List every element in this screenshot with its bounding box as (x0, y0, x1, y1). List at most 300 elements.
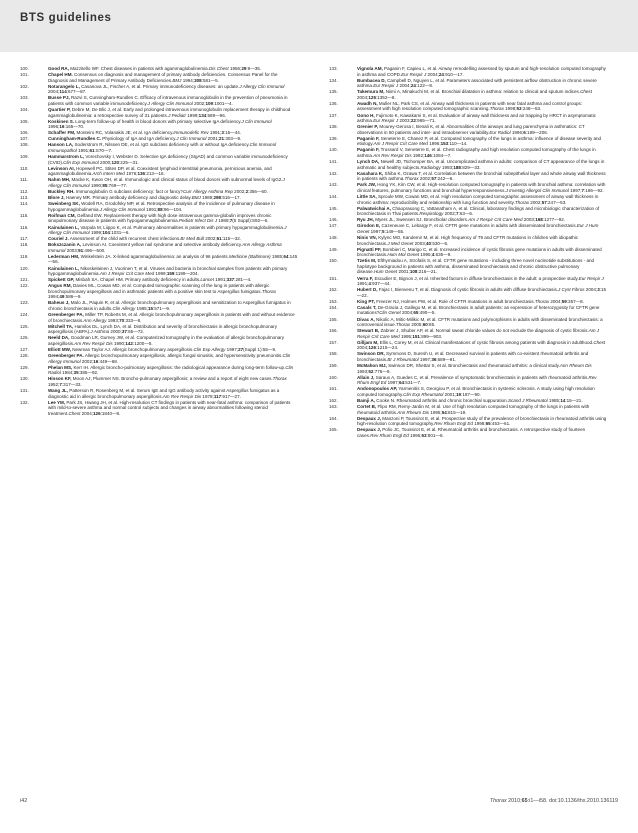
reference-pages: :85. (427, 322, 436, 328)
reference-journal: Thorax (489, 106, 504, 112)
reference-first-author: Notarangelo L, (48, 83, 80, 89)
reference-journal: BMJ (191, 195, 201, 201)
reference-item (329, 66, 607, 77)
reference-volume: 19 (456, 391, 462, 397)
reference-volume: 85 (102, 182, 108, 188)
reference-item (329, 217, 607, 223)
reference-journal: J Investig Allergol Clin Immunol (505, 187, 569, 193)
reference-text: Fujimoto K, Kawakami S, et al. Evaluation of airway wall thickness and air trapping by HRCT in asymptomatic asthma. (357, 112, 596, 124)
reference-number: 161. (329, 386, 338, 392)
reference-year: 1995; (399, 333, 413, 339)
reference-number: 163. (329, 404, 338, 410)
reference-text: Flipo RM, Remy-Jardin M, et al. Use of high resolution computed tomography of the lungs in patients with rheumatoid arthritis. (357, 404, 590, 415)
reference-item (329, 287, 607, 298)
reference-first-author: Paganin F, (357, 135, 380, 141)
reference-first-author: Blore J, (48, 195, 65, 201)
reference-year: 1996; (510, 129, 524, 135)
reference-pages: :333—8. (124, 317, 142, 323)
reference-number: 128. (20, 353, 29, 359)
reference-journal: Pediatr Infect Dis J (178, 218, 218, 224)
reference-first-author: Gono H, (357, 112, 375, 118)
reference-item (20, 400, 298, 417)
reference-year: 1995; (429, 409, 442, 415)
reference-year: 1999; (89, 230, 103, 236)
reference-number: 106. (20, 130, 29, 136)
reference-year: 1993; (357, 368, 369, 374)
reference-pages: :187—90. (461, 391, 481, 397)
reference-year: 1998; (472, 421, 486, 427)
reference-text: Hamilos DL, Lynch DA, et al. Distribution and severity of bronchiectasis in allergic bronchopulmonary aspergillosis (ABPA). (48, 323, 277, 335)
reference-text: Escudier E, Bignon J, et al. Inherited factors in diffuse bronchiectasis in the adult: a prospective study. (373, 275, 579, 281)
reference-first-author: Bokszczanin A, (48, 242, 82, 248)
reference-number: 137. (329, 112, 338, 118)
reference-number: 159. (329, 363, 338, 369)
reference-first-author: Baheus J, (48, 300, 70, 306)
reference-text: Ellis L, Corey M, et al. Clinical manifestations of cystic fibrosis among patients with diagnosis in adulthood. (378, 339, 594, 345)
reference-year: 1989; (200, 195, 214, 201)
reference-first-author: Hammarstrom L, (48, 154, 85, 160)
reference-number: 153. (329, 298, 338, 304)
reference-first-author: Lederman HM, (48, 253, 80, 259)
reference-item (329, 101, 607, 112)
reference-text: Kerr IH. Allergic broncho-pulmonary aspergillosis: the radiological appearance during long-term follow-up. (72, 364, 286, 370)
reference-journal: Eur J Hum Genet (357, 223, 599, 234)
reference-text: Symmons D, Suresh U, et al. Decreased survival in patients with co-existent rheumatoid arthritis and bronchiectasis. (357, 351, 589, 363)
footer-journal: Thorax (489, 798, 507, 804)
reference-first-author: Wang JL, (48, 388, 69, 394)
reference-text: Sproule MW, Cowan MD, et al. High resolution computed tomographic assessment of airway wall thickness in chronic asthma: reproducibility and relationship with lung function and severity. (357, 194, 599, 205)
reference-number: 164. (329, 415, 338, 421)
reference-year: 2001; (397, 269, 410, 275)
reference-year: 2004; (549, 298, 562, 304)
reference-text: Debre M, De Blic J, et al. Early and prolonged intravenous immunoglobulin replacement therapy in childhood agammaglobulinemia: a retrospective survey of 31 patients. (48, 107, 291, 118)
reference-journal: Eur Respir J (401, 71, 427, 77)
reference-number: 133. (329, 66, 338, 71)
reference-text: Macke K, Kwon OH, et al. Immunologic and clinical status of blood donors with subnormal levels of IgG2. (70, 177, 283, 183)
reference-text: Niimi A, Minakuchi M, et al. Bronchial dilatation in asthma: relation to clinical and sputum indices. (384, 89, 581, 95)
reference-first-author: Park JW, (357, 182, 376, 188)
reference-number: 141. (329, 159, 338, 165)
reference-pages: :516—17. (221, 195, 241, 201)
reference-text: Winkelstein JA. X-linked agammaglobulinemia: an analysis of 96 patients. (79, 253, 229, 259)
reference-volume: 64 (398, 380, 405, 386)
reference-number: 110. (20, 165, 29, 171)
reference-text: Seneterre E, Chanez P, et al. Computed tomography of the lungs in asthma: influence of disease severity and etiology. (357, 135, 602, 147)
reference-journal: Am J Respir Crit Care Med (357, 328, 600, 339)
reference-text: Paganin F, Capieu L, et al. Airway remodelling assessed by sputum and high-resolution computed tomography in asthma and COPD. (357, 66, 606, 77)
reference-volume: 36 (431, 357, 437, 363)
reference-journal: Medicine (Baltimore) (228, 253, 271, 259)
reference-volume: 15 (147, 306, 153, 311)
reference-volume: 168 (535, 217, 543, 223)
reference-text: Hopewell PC, Stites DP, et al. Coexistent lymphoid interstitial pneumonia, pernicious anemia, and agammaglobulinemia. (48, 165, 272, 177)
reference-number: 122. (20, 283, 29, 289)
reference-number: 138. (329, 124, 338, 130)
reference-year: 1991; (208, 130, 222, 136)
reference-volume: 3 (597, 287, 600, 293)
reference-first-author: Gilljam M, (357, 339, 379, 345)
reference-text: Polio JC, Toussirot E, et al. Rheumatoid arthritis and bronchiectasis. A retrospective study of fourteen cases. (357, 427, 586, 438)
reference-volume: 109 (205, 100, 214, 106)
reference-item (20, 254, 298, 265)
reference-number: 113. (20, 195, 29, 201)
reference-volume: 142 (125, 340, 133, 346)
reference-journal: Lancet (200, 277, 214, 283)
reference-journal: Eur Respir J (578, 275, 604, 281)
reference-number: 118. (20, 242, 29, 248)
reference-first-author: Nahm MH, (48, 177, 71, 183)
reference-number: 127. (20, 347, 29, 353)
reference-year: 1991; (357, 281, 369, 287)
reference-text: Gelfand EW. Replacement therapy with high dose intravenous gamma-globulin improves chronic sinopulmonary disease in patients with hypogammaglobulinemia. (48, 212, 272, 224)
reference-first-author: Takemura M, (357, 89, 385, 95)
reference-pages: :1031—6. (109, 230, 130, 236)
reference-first-author: Elliott MW, (48, 347, 71, 353)
reference-pages: :165—70. (64, 124, 85, 130)
reference-text: Mazzitello WF. Chest diseases in patients with agammaglobulinemia. (68, 66, 209, 71)
reference-journal: Thorax (404, 176, 419, 182)
reference-number: 155. (329, 316, 338, 322)
reference-item (329, 404, 607, 415)
reference-year: 1999; (186, 112, 199, 118)
reference-item (20, 195, 298, 201)
section-title: BTS guidelines (20, 12, 112, 24)
reference-volume: 298 (213, 195, 222, 201)
reference-journal: J Allergy Clin Immunol (147, 100, 193, 106)
reference-volume: 54 (441, 409, 447, 415)
reference-pages: :145—56. (48, 253, 298, 265)
reference-number: 150. (329, 258, 338, 264)
reference-journal: Clin Immunol Immunopathol (48, 142, 277, 154)
reference-item (20, 312, 298, 323)
reference-pages: :357—8. (566, 298, 584, 304)
reference-number: 119. (20, 253, 29, 259)
reference-volume: 126 (93, 410, 101, 416)
reference-first-author: Palwatwichai A, (357, 205, 391, 211)
reference-first-author: Stewart B, (357, 328, 380, 334)
reference-first-author: Kainulainen L, (48, 265, 80, 271)
reference-volume: 57 (431, 176, 437, 182)
reference-journal: Respirology (419, 211, 444, 217)
reference-number: 115. (20, 212, 29, 218)
reference-text: Vorechovsky I, Webster D. Selective IgA deficiency (SIgAD) and common variable immunodeficiency (CVID). (48, 154, 288, 165)
reference-journal: Eur Radiol (489, 129, 511, 135)
reference-volume: 22 (410, 118, 416, 124)
reference-first-author: Cortet B, (357, 404, 377, 410)
reference-pages: (5 Suppl):S92—6. (232, 218, 269, 224)
reference-text: Swinson DR, Shettar S, et al. Bronchiectasis and rheumatoid arthritis: a clinical study. (386, 363, 560, 369)
reference-first-author: Mitchell TA, (48, 323, 74, 329)
reference-journal: Immunodefic Rev (173, 130, 209, 136)
reference-journal: Chest (593, 339, 606, 345)
reference-pages: :571—9. (153, 306, 171, 311)
reference-year: 2002; (529, 199, 542, 205)
reference-item (20, 177, 298, 188)
reference-pages: :S70—7. (94, 148, 113, 154)
reference-pages: :1001—4. (213, 100, 233, 106)
reference-pages: :531—7. (404, 380, 422, 386)
reference-year: 2004; (426, 71, 439, 77)
reference-journal: Am Rev Respir Dis (373, 153, 412, 159)
reference-year: 2003; (398, 118, 411, 124)
reference-text: Kylync MO, Kandemir M, et al. High frequency of T9 and CFTR mutations in children with idiopathic bronchiectasis. (357, 235, 579, 246)
reference-text: Malo JL, Paquin R, et al. Allergic bronchopulmonary aspergillosis and sensitization to Aspergillus fumigatus in chronic bronchiectasis in adults. (48, 300, 291, 311)
reference-volume: 27 (238, 347, 244, 353)
reference-number: 148. (329, 235, 338, 241)
reference-item (329, 113, 607, 124)
reference-item (20, 107, 298, 118)
reference-year: 1985; (135, 306, 148, 311)
reference-pages: :281—4. (234, 277, 252, 283)
reference-journal: Rev Rhum Engl Ed (357, 374, 597, 386)
reference-volume: 146 (424, 153, 432, 159)
reference-first-author: Good RA, (48, 66, 69, 71)
reference-year: 1992; (411, 153, 425, 159)
reference-year: 1984; (60, 370, 74, 376)
reference-number: 123. (20, 300, 29, 306)
reference-text: Fajac I, Bienvenu T, et al. Diagnosis of cystic fibrosis in adults with diffuse bronchiectasis. (377, 287, 558, 293)
reference-volume: 134 (198, 112, 207, 118)
reference-text: Freezer NJ, Holmes PW, et al. Role of CFTR mutations in adult bronchiectasis. (374, 298, 535, 304)
reference-volume: 29 (241, 66, 247, 71)
reference-journal: J Allergy Clin Immunol (99, 206, 145, 212)
reference-first-author: Little SA, (357, 194, 377, 200)
reference-pages: :496—500. (83, 247, 106, 253)
reference-item (329, 351, 607, 362)
reference-year: 2005; (410, 322, 423, 328)
reference-number: 107. (20, 136, 29, 142)
reference-volume: 49 (59, 294, 65, 300)
reference-first-author: Buckley RH. (48, 189, 75, 195)
reference-journal: Rev Rhum Engl Ed (434, 421, 473, 427)
reference-item (329, 416, 607, 427)
reference-item (20, 335, 298, 346)
reference-number: 116. (20, 224, 29, 230)
reference-journal: Ann Rheum Dis (397, 409, 430, 415)
reference-text: Nikoskelainen J, Vuorinen T, et al. Viruses and bacteria in bronchial samples from patients with primary hypogammaglobulinemia. (48, 265, 288, 277)
reference-journal: Hum Genet (373, 269, 398, 275)
reference-number: 105. (20, 118, 29, 124)
reference-volume: 24 (438, 71, 444, 77)
reference-first-author: Angus RM, (48, 283, 72, 289)
reference-year: 1995; (419, 252, 432, 258)
reference-year: 1990; (112, 340, 126, 346)
reference-first-author: Couriel J. (48, 236, 69, 242)
reference-item (329, 317, 607, 328)
reference-pages: :1200—5. (132, 340, 153, 346)
reference-first-author: Greenberger PA. (48, 353, 84, 359)
reference-pages: :199—206. (525, 129, 549, 135)
reference-number: 131. (20, 388, 29, 394)
reference-number: 135. (329, 89, 338, 95)
reference-item (329, 386, 607, 397)
reference-item (20, 66, 298, 72)
reference-first-author: McMahon MJ, (357, 363, 387, 369)
reference-item (329, 305, 607, 316)
reference-first-author: Despaux J, (357, 415, 382, 421)
footer-volume: 65 (521, 798, 528, 804)
reference-year: 1994; (48, 294, 60, 300)
reference-journal: J Allergy Clin Immunol (48, 224, 287, 236)
reference-number: 104. (20, 107, 29, 113)
reference-first-author: Hanson LA, (48, 142, 74, 148)
reference-number: 158. (329, 351, 338, 357)
reference-pages: :449—68. (98, 358, 119, 364)
reference-year: 1993; (106, 317, 120, 323)
reference-number: 126. (20, 335, 29, 341)
reference-first-author: Hinson KF, (48, 376, 72, 382)
reference-text: Immunoglobulin G subclass deficiency: fact or fancy? (74, 189, 183, 195)
reference-pages: :581—5. (201, 77, 219, 83)
reference-year: 2000; (98, 159, 112, 165)
reference-text: Newman Taylor AJ. Allergic bronchopulmonary aspergillosis. (70, 347, 194, 353)
reference-pages: :677—87. (66, 89, 87, 95)
reference-volume: 57 (541, 199, 547, 205)
reference-volume: 114 (59, 89, 67, 95)
reference-item (329, 247, 607, 258)
reference-first-author: Tzetis M, (357, 258, 377, 264)
reference-first-author: Levinson AI, (48, 165, 75, 171)
reference-journal: Am Rev Respir Dis (162, 393, 202, 399)
reference-text: Wodell RA, Grodofsky MP, et al. Retrospective analysis of the incidence of pulmonary disease in hypogammaglobulinemia. (48, 201, 275, 212)
reference-item (329, 375, 607, 386)
reference-text: Misbah SA, Chapel HM. Primary antibody deficiency in adults. (74, 277, 201, 283)
reference-journal: Chest (68, 410, 81, 416)
reference-pages: :1084—7. (431, 153, 452, 159)
reference-year: 2003; (65, 247, 79, 253)
reference-volume: 14 (560, 398, 566, 404)
reference-journal: Clin Allergy (112, 306, 136, 311)
reference-year: 2002; (203, 236, 217, 242)
reference-pages: :776—9. (373, 368, 391, 374)
reference-journal: Rev Rhum Engl Ed (370, 432, 409, 438)
reference-volume: 60 (422, 322, 428, 328)
reference-year: 2004; (400, 310, 414, 316)
reference-text: Miller TP, Roberts M, et al. Allergic bronchopulmonary aspergillosis in patients with and without evidence of bronchiectasis. (48, 312, 295, 323)
reference-item (20, 225, 298, 236)
reference-volume: 91 (78, 247, 84, 253)
reference-year: 2004; (357, 345, 369, 351)
reference-item (329, 340, 607, 351)
reference-text: De-Gracia J, Gallego M, et al. Bronchiectasis in adult patients: an expression of heterozygosity for CFTR gene mutations? (357, 304, 600, 316)
reference-year: 2003; (522, 217, 536, 223)
reference-item (329, 276, 607, 287)
reference-pages: :186—92. (584, 187, 604, 193)
reference-journal: Br J Rheumatol (387, 357, 419, 363)
reference-pages: :1277—92. (542, 217, 566, 223)
reference-first-author: Kainulainen L, (48, 224, 80, 230)
reference-number: 124. (20, 312, 29, 318)
reference-first-author: Quartier P, (48, 107, 71, 113)
reference-first-author: Vignola AM, (357, 66, 383, 71)
reference-first-author: King PT, (357, 298, 375, 304)
reference-item (329, 328, 607, 339)
reference-pages: :937—44. (370, 281, 391, 287)
reference-volume: 53 (516, 106, 522, 112)
reference-number: 139. (329, 135, 338, 141)
reference-number: 151. (329, 275, 338, 281)
reference-journal: J Cyst Fibros (558, 287, 585, 293)
reference-journal: Ann Allergy Asthma Immunol (48, 242, 282, 253)
reference-year: 1997; (369, 228, 383, 234)
reference-first-author: Pignatti PF, (357, 246, 382, 252)
reference-pages: :248—53. (521, 106, 542, 112)
reference-text: Shiba K, Ozawa T, et al. Correlation between the bronchial subepithelial layer and whole airway wall thickness in patients with asthma. (357, 170, 606, 182)
reference-year: 2001; (443, 391, 457, 397)
reference-item (20, 300, 298, 311)
reference-first-author: Verra F, (357, 275, 374, 281)
reference-pages: :110—14. (448, 141, 468, 147)
reference-item (20, 213, 298, 224)
reference-journal: Am J Respir Crit Care Med (373, 141, 428, 147)
reference-pages: :65—72. (126, 329, 145, 335)
reference-item (20, 136, 298, 142)
reference-journal: Ann Allergy (83, 317, 107, 323)
reference-text: Casanova JL, Fischer A, et al. Primary immunodeficiency diseases: an update. (79, 83, 240, 89)
reference-number: 149. (329, 246, 338, 252)
reference-pages: :317—33. (61, 381, 82, 387)
reference-volume: 37 (121, 329, 127, 335)
reference-volume: 52 (368, 368, 374, 374)
reference-year: 1996; (427, 141, 441, 147)
reference-year: 2002; (232, 189, 246, 195)
reference-item (329, 89, 607, 100)
reference-item (329, 171, 607, 182)
reference-first-author: Cunningham-Rundles C. (48, 136, 102, 142)
reference-year: 2002; (443, 211, 457, 217)
reference-pages: :1199—204. (174, 271, 199, 277)
reference-text: Hong YK, Kim CW, et al. High-resolution computed tomography in patients with bronchial asthma: correlation with clinical features, pulmonary functions and bronchial hyperresponsiveness. (357, 182, 606, 193)
reference-volume: 108 (409, 269, 418, 275)
reference-volume: 159 (166, 271, 175, 277)
reference-item (329, 363, 607, 374)
reference-first-author: Swinson DR, (357, 351, 385, 357)
reference-text: Bombieri C, Marigo C, et al. Increased incidence of cystic fibrosis gene mutations in adults with disseminated bronchiectasis. (357, 246, 602, 258)
reference-item (329, 159, 607, 170)
reference-first-author: Spickett GP, (48, 277, 75, 283)
reference-item (329, 223, 607, 234)
reference-journal: J Pediatr (168, 112, 187, 118)
reference-pages: :216—21. (417, 269, 438, 275)
reference-item (329, 258, 607, 275)
reference-item (20, 388, 298, 399)
reference-text: Nikolic A, Mitic-Milikic M, et al. CFTR mutations and polymorphisms in adults with disseminated bronchiectasis: a controversial issue. (357, 316, 603, 328)
reference-journal: Hum Mol Genet (387, 252, 420, 258)
reference-text: Levinson AI. Coexistent yellow nail syndrome and selective antibody deficiency. (81, 242, 243, 248)
reference-year: 1978; (201, 393, 214, 399)
reference-text: Cazeneuve C, Lebargy F, et al. CFTR gene mutations in adults with disseminated bronchiectasis. (380, 223, 577, 229)
reference-number: 142. (329, 170, 338, 176)
reference-journal: Am J Respir Crit Care Med (99, 271, 155, 277)
reference-item (329, 235, 607, 246)
reference-volume: 308 (194, 77, 202, 83)
reference-journal: J Allergy Clin Immunol (239, 83, 285, 89)
reference-year: 1997; (418, 357, 432, 363)
footer-citation (490, 798, 618, 804)
reference-pages: :247—53. (546, 199, 567, 205)
reference-text: Myers JL, Swensen SJ. Bronchiolar disorders. (373, 217, 469, 223)
reference-item (329, 78, 607, 89)
reference-volume: 61 (89, 148, 95, 154)
reference-text: Yarmenitis S, Georgiou P, et al. Bronchiectasis in systemic sclerosis. A study using high resolution computed tomography. (357, 386, 595, 397)
reference-first-author: Girodon E, (357, 223, 381, 229)
reference-journal: J Clin Immunol (241, 118, 272, 124)
reference-text: Efthymiadou A, Strofalis S, et al. CFTR gene mutations - including three novel nucleotide substitutions - and haplotype background in patients with asthma, disseminated bronchiectasis and chronic obstructive pulmonary disease. (357, 258, 595, 275)
reference-text: Manzoni P, Toussirot E, et al. Prospective study of the prevalence of bronchiectasis in rheumatoid arthritis using high-resolution computed tomography. (357, 415, 607, 427)
reference-volume: 4 (431, 252, 435, 258)
reference-item (20, 142, 298, 153)
reference-first-author: Hubert D, (357, 287, 378, 293)
